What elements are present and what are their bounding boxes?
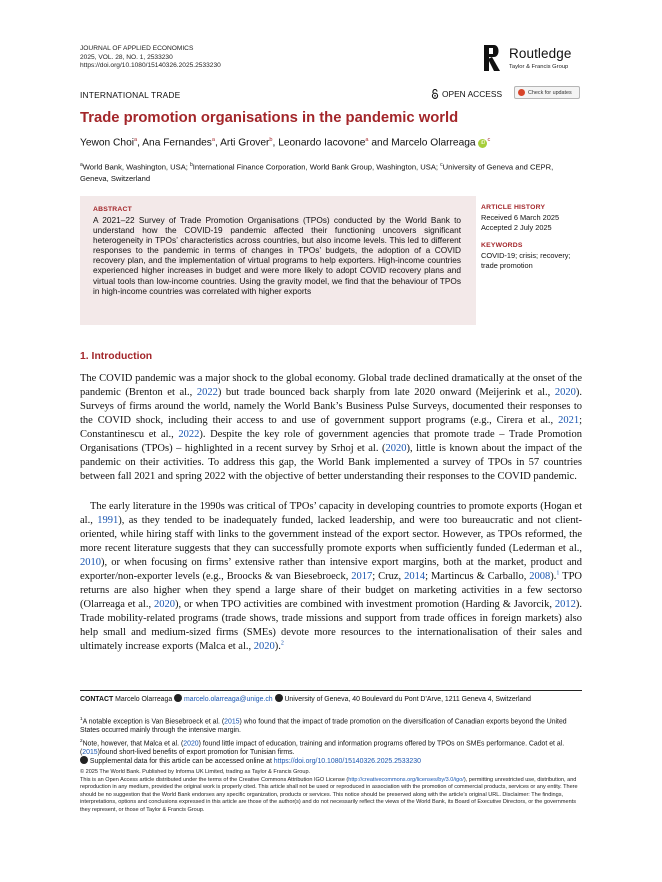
author-name: Marcelo Olarreaga	[391, 137, 476, 149]
keywords-text: COVID-19; crisis; recovery; trade promotion	[481, 251, 571, 271]
routledge-mark-icon	[483, 44, 501, 72]
section-label: INTERNATIONAL TRADE	[80, 90, 181, 100]
intro-citation-link[interactable]: 2008	[529, 571, 551, 583]
journal-doi[interactable]: https://doi.org/10.1080/15140326.2025.2533230	[80, 62, 221, 70]
accepted-date: Accepted 2 July 2025	[481, 223, 552, 232]
supplemental-icon	[80, 756, 88, 764]
journal-name: JOURNAL OF APPLIED ECONOMICS	[80, 45, 194, 52]
author-name: Yewon Choi	[80, 137, 134, 149]
intro-paragraph-1: The COVID pandemic was a major shock to the global economy. Global trade declined dramatically at the onset of the pandemic (Brenton et al., 2022) but trade bounced back sharply from late 2020 onward (Meijerink et al., 2020). Surveys of firms around the world, namely the World Bank’s Business Pulse Surveys, documented their responses to the COVID shock, including their access to and use of government support programs (e.g., Cirera et al., 2021; Constantinescu et al., 2022). Despite the key role of government agencies that promote trade – Trade Promotion Organisations (TPOs) – highlighted in a recent survey by Srhoj et al. (2020), little is known about the impact of the pandemic on their activities. To address this gap, the World Bank implemented a survey of TPOs in 57 countries between fall 2021 and spring 2022 with the objective of better understanding their responses to the COVID pandemic.	[80, 373, 582, 483]
author-affiliation-mark: a	[134, 137, 138, 143]
copyright-line: © 2025 The World Bank. Published by Informa UK Limited, trading as Taylor & Francis Group.	[80, 769, 311, 775]
author-affiliation-mark: a	[211, 137, 216, 143]
supplemental-link[interactable]: https://doi.org/10.1080/15140326.2025.2533230	[273, 758, 421, 765]
author-name: Arti Grover	[220, 137, 270, 149]
check-updates-label: Check for updates	[528, 89, 572, 96]
footnote-citation-link[interactable]: 2015	[82, 749, 98, 757]
check-updates-button[interactable]	[514, 86, 580, 99]
intro-citation-link[interactable]: 2021	[558, 415, 580, 427]
article-title: Trade promotion organisations in the pandemic world	[80, 110, 459, 126]
author-name: Ana Fernandes	[142, 137, 212, 149]
footnote-ref-1[interactable]: 1	[556, 570, 560, 577]
intro-citation-link[interactable]: 2020	[385, 443, 407, 455]
contact-label: CONTACT	[80, 696, 114, 703]
intro-citation-link[interactable]: 2020	[154, 599, 175, 611]
publisher-name: Routledge	[509, 46, 572, 61]
footnote-ref-2[interactable]: 2	[280, 640, 284, 647]
author-affiliation-mark: a	[365, 137, 369, 143]
intro-paragraph-2: The early literature in the 1990s was critical of TPOs’ capacity in developing countries to promote exports (Hogan et al., 1991), as they tended to be inadequately funded, lacked leadership, and were too bureaucratic and not client-oriented, while hiring staff with links to the government instead of the export sector. However, as TPOs reformed, the more recent literature suggests that they can successfully promote exports when sufficiently funded (Lederman et al., 2010), or when focusing on firms’ extensive rather than intensive export margins, both at the market, product and exporter/non-exporter levels (e.g., Broocks & van Biesebroeck, 2017; Cruz, 2014; Martincus & Carballo, 2008).$^1$ TPO returns are also higher when they spend a large share of their budget on marketing activities in a few sectorso (Olarreaga et al., 2020), or when TPO activities are combined with investment promotion (Harding & Javorcik, 2012). Trade mobility-related programs (trade shows, trade missions and support from trade offices in foreign markets) also help small and medium-sized firms (SMEs) devote more resources to the internationalisation of their sales and ultimately increase exports (Malca et al., 2020).$^2$	[80, 501, 582, 653]
affiliation-text: University of Geneva and CEPR, Geneva, Switzerland	[80, 162, 554, 183]
open-access-badge	[431, 89, 502, 99]
open-access-label: OPEN ACCESS	[442, 89, 503, 99]
contact-line	[80, 694, 582, 704]
intro-citation-link[interactable]: 2022	[196, 387, 218, 399]
contact-email-link[interactable]: marcelo.olarreaga@unige.ch	[184, 696, 273, 703]
contact-name: Marcelo Olarreaga	[115, 696, 173, 703]
intro-citation-link[interactable]: 2020	[253, 641, 275, 653]
supplemental-line	[80, 756, 582, 766]
intro-citation-link[interactable]: 2017	[351, 571, 373, 583]
abstract-heading: ABSTRACT	[93, 206, 132, 213]
intro-citation-link[interactable]: 2014	[404, 571, 426, 583]
section-heading-introduction: 1. Introduction	[80, 351, 153, 362]
footnote-divider	[80, 690, 582, 691]
affiliation-mark: b	[189, 162, 193, 168]
copyright-block	[80, 769, 582, 815]
footnote-1: $^1$A notable exception is Van Biesebroeck et al. (2015) who found that the impact of trade promotion on the diversification of Canadian exports beyond the United States occurred mainly through the intensive margin.	[80, 716, 567, 735]
affiliation-mark: c	[440, 162, 443, 168]
intro-citation-link[interactable]: 2012	[554, 599, 576, 611]
received-date: Received 6 March 2025	[481, 213, 560, 222]
crossmark-icon	[518, 89, 525, 96]
footnote-2: $^2$Note, however, that Malca et al. (2020) found little impact of education, training and information programs offered by TPOs on SMEs performance. Cadot et al. (2015)found short-lived benefits of export promotion for Tunisian firms.	[80, 738, 565, 757]
footnote-2-mark: 2	[80, 738, 83, 743]
affiliation-text: International Finance Corporation, World Bank Group, Washington, USA;	[192, 162, 441, 172]
intro-citation-link[interactable]: 2022	[178, 429, 200, 441]
license-text: This is an Open Access article distributed under the terms of the Creative Commons Attribution IGO License (http://creativecommons.org/licenses/by/3.0/igo/), permitting unrestricted use, distribution, and reproduction in any medium, provided the original work is properly cited. This article shall not be used or reproduced in association with the promotion of commercial products, services or any entity. There should be no suggestion that the World Bank endorses any specific organization, products or services. This notice should be preserved along with the article’s original URL. Disclaimer: The findings, interpretations, options and conclusions expressed in this article are those of the author(s) and do not necessarily reflect the views of the World Bank, its Board of Executive Directors, or the governments they represent, or those of Taylor & Francis Group.	[80, 776, 578, 813]
affiliations	[80, 160, 582, 184]
publisher-logo	[483, 44, 583, 74]
publisher-group: Taylor & Francis Group	[509, 64, 569, 70]
footnote-citation-link[interactable]: 2020	[183, 740, 199, 748]
author-name: Leonardo Iacovone	[278, 137, 366, 149]
author-affiliation-mark: c	[487, 137, 491, 143]
supplemental-text: Supplemental data for this article can be accessed online at	[89, 758, 274, 765]
email-icon	[174, 694, 182, 702]
keywords-heading: KEYWORDS	[481, 242, 523, 249]
affiliation-text: World Bank, Washington, USA;	[82, 162, 190, 172]
open-lock-icon	[431, 89, 439, 99]
orcid-icon[interactable]: iD	[478, 139, 487, 148]
intro-citation-link[interactable]: 2010	[80, 557, 101, 569]
author-affiliation-mark: b	[269, 137, 273, 143]
footnote-1-mark: 1	[80, 716, 83, 721]
intro-citation-link[interactable]: 2020	[554, 387, 576, 399]
author-list: Yewon Choi$^a$, Ana Fernandes$^a$, Arti Grover$^b$, Leonardo Iacovone$^a$ and Marcelo Olarreaga $iD^c$	[80, 137, 491, 149]
journal-volume: 2025, VOL. 28, NO. 1, 2533230	[80, 53, 173, 61]
abstract-text: A 2021–22 Survey of Trade Promotion Organisations (TPOs) conducted by the World Bank to understand how the COVID-19 pandemic affected their functioning uncovers significant heterogeneity in TPOs’ characteristics across countries, but also income levels. This led to different responses to the pandemic in terms of changes in TPOs’ budgets, the adoption of a COVID recovery plan, and the implementation of virtual programs to help exporters. High-income countries experienced higher increases in budget and were more likely to adopt COVID recovery plans and virtual tools than low-income countries. Using the gravity model, we find that the behaviour of TPOs in high-income countries was correlated with higher exports	[93, 215, 461, 296]
intro-citation-link[interactable]: 1991	[97, 515, 119, 527]
article-history-heading: ARTICLE HISTORY	[481, 204, 546, 211]
affiliation-mark: a	[80, 162, 83, 168]
license-citation-link[interactable]: http://creativecommons.org/licenses/by/3.0/igo/	[348, 776, 464, 783]
footnote-citation-link[interactable]: 2015	[224, 718, 240, 726]
contact-address: University of Geneva, 40 Boulevard du Pont D’Arve, 1211 Geneva 4, Switzerland	[284, 696, 531, 703]
journal-info	[80, 45, 221, 71]
address-icon	[275, 694, 283, 702]
